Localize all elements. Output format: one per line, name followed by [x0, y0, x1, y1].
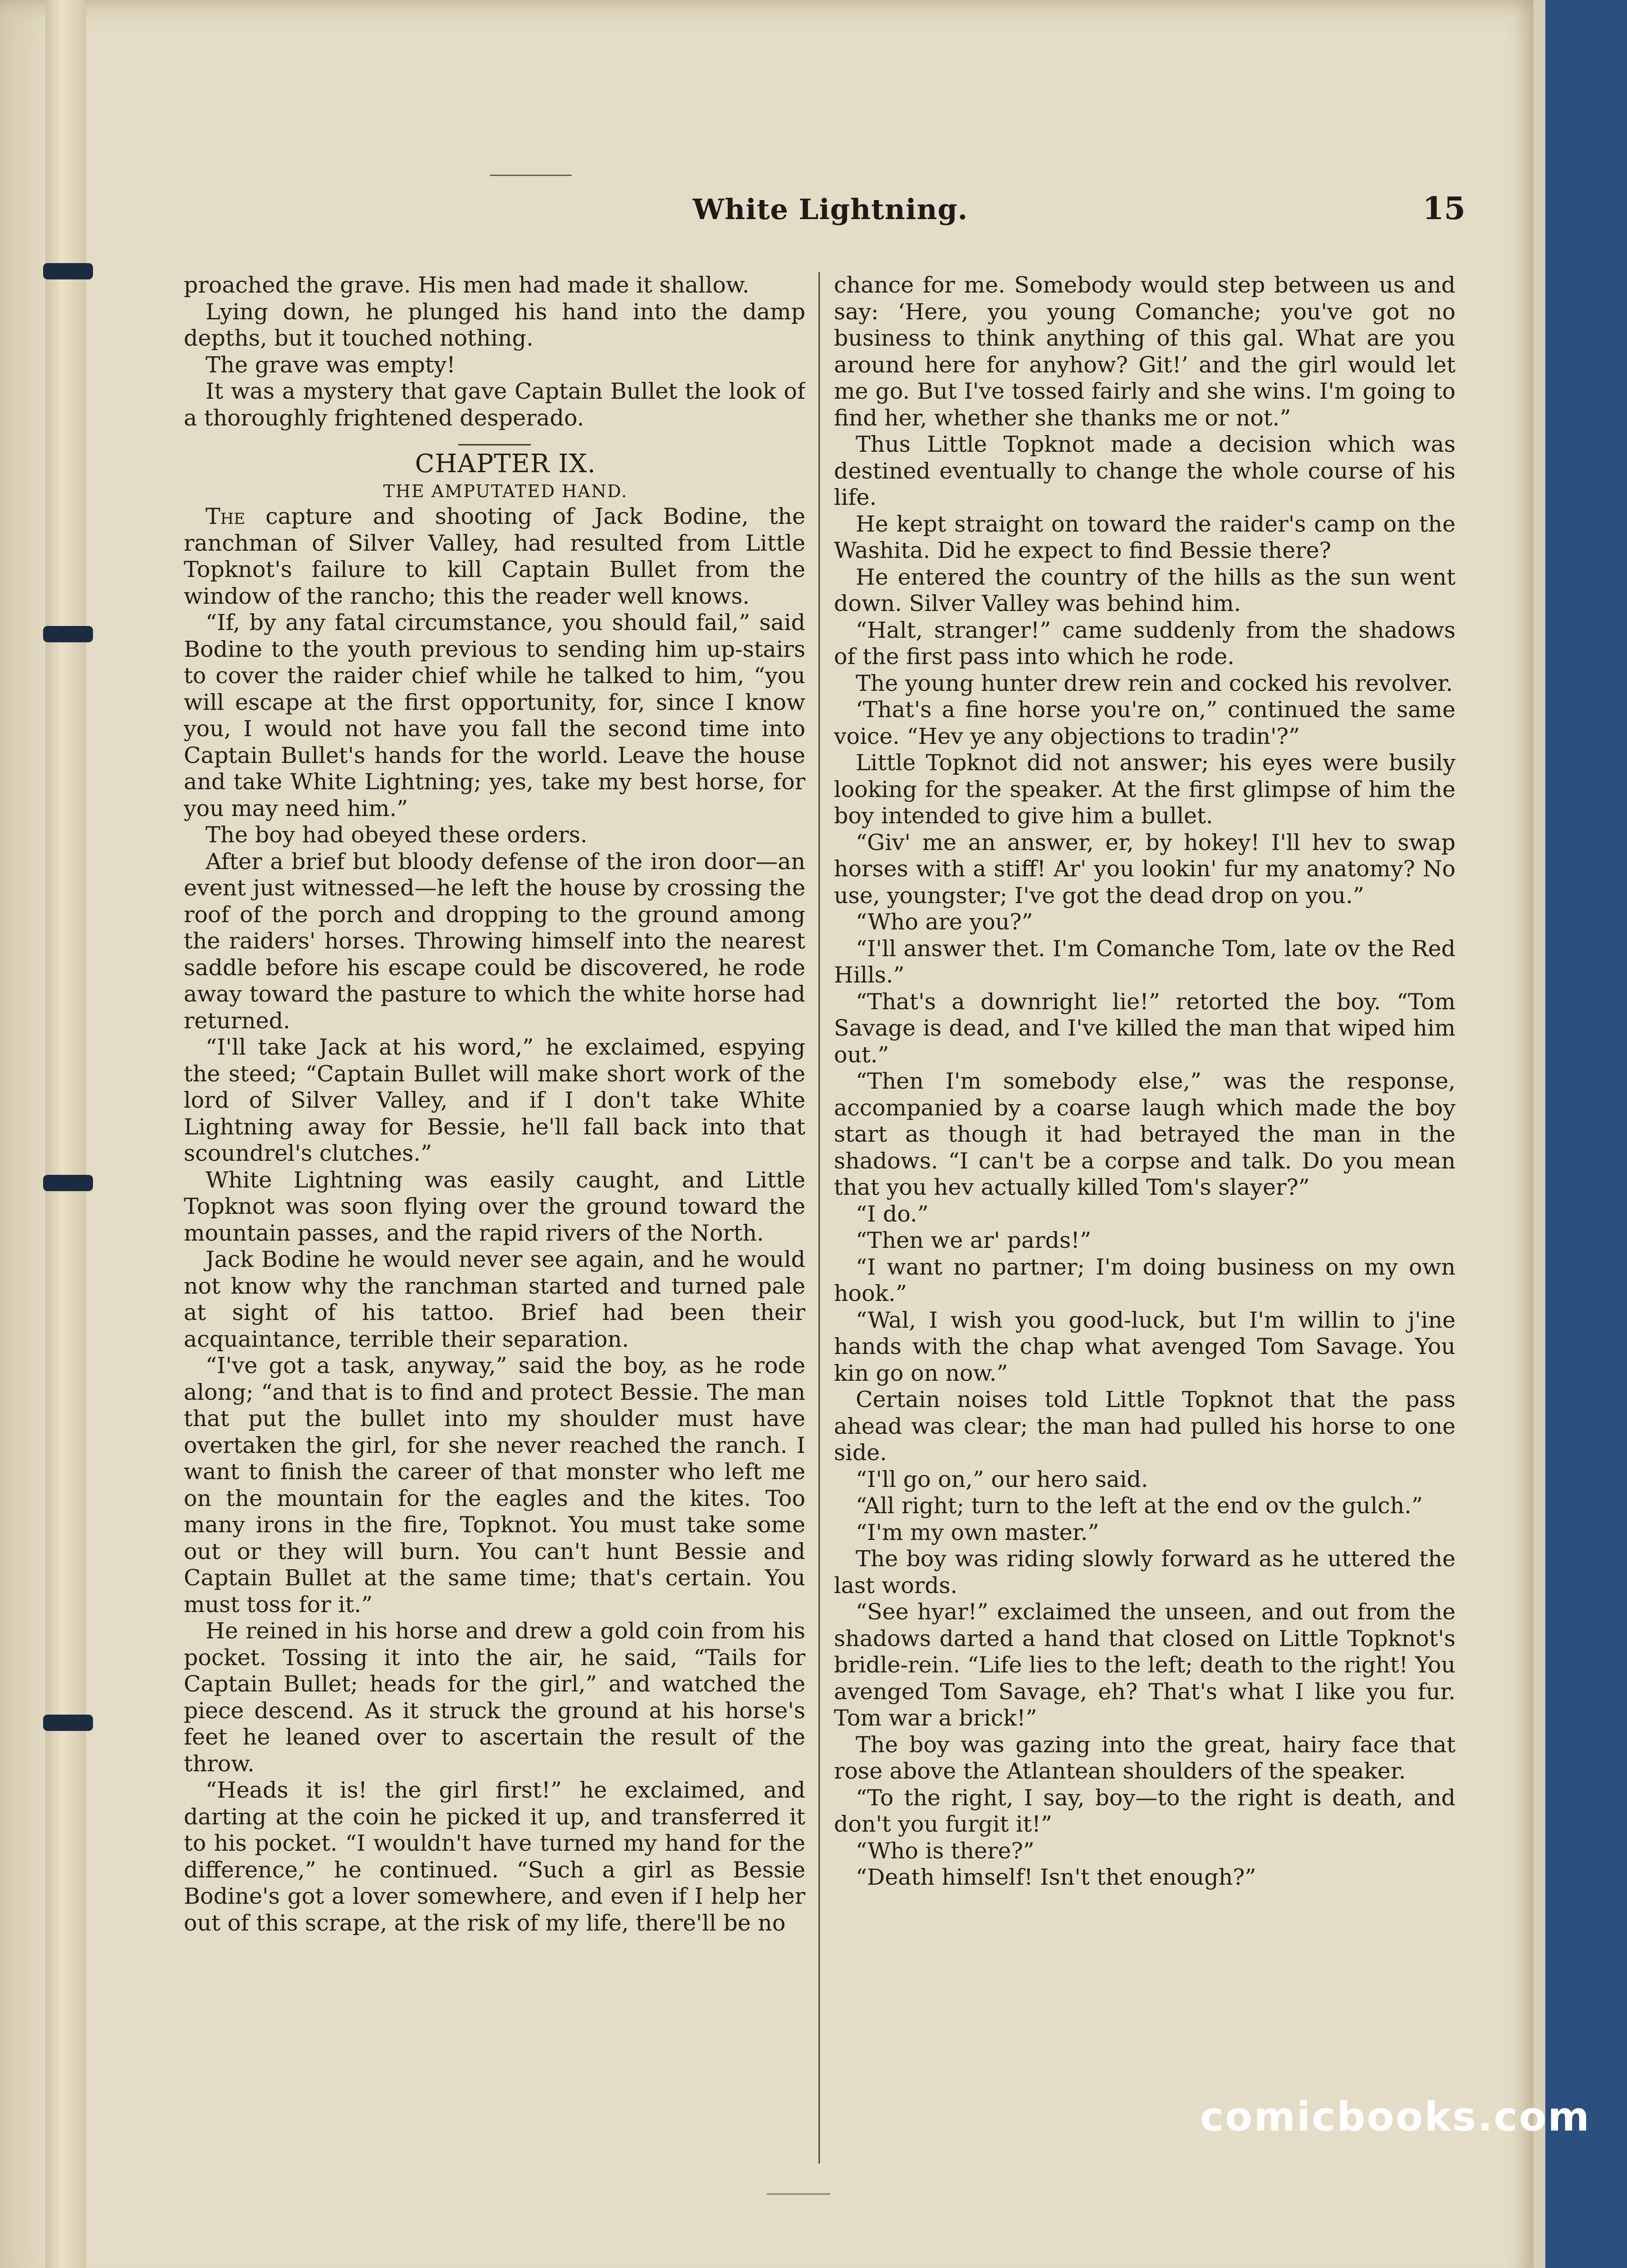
staple-hole [43, 1175, 93, 1191]
paragraph: “Wal, I wish you good-luck, but I'm willin to j'ine hands with the chap what avenged Tom Savage. You kin go on now.” [834, 1307, 1455, 1386]
paragraph: The grave was empty! [206, 352, 456, 378]
paragraph: “I do.” [856, 1201, 929, 1227]
paragraph: The boy had obeyed these orders. [206, 822, 588, 848]
paragraph: “To the right, I say, boy—to the right is death, and don't you furgit it!” [834, 1784, 1455, 1837]
paragraph: “I've got a task, anyway,” said the boy, as he rode along; “and that is to find and protect Bessie. The man that put the bullet into my shoulder must have overtaken the girl, for she never reached the ranch. I want to finish the career of that monster who left me on the mountain for the eagles and the kites. Too many irons in the fire, Topknot. You must take some out or they will burn. You can't hunt Bessie and Captain Bullet at the same time; that's certain. You must toss for it.” [184, 1353, 805, 1618]
running-title: White Lightning. [692, 193, 968, 226]
paragraph: “I'll answer thet. I'm Comanche Tom, late ov the Red Hills.” [834, 935, 1455, 988]
paragraph: “I want no partner; I'm doing business on my own hook.” [834, 1254, 1455, 1306]
paragraph: The young hunter drew rein and cocked his revolver. [856, 670, 1453, 696]
paragraph: proached the grave. His men had made it shallow. [184, 272, 750, 298]
paragraph: He reined in his horse and drew a gold coin from his pocket. Tossing it into the air, he said, “Tails for Captain Bullet; heads for the girl,” and watched the piece descend. As it struck the ground at his horse's feet he leaned over to ascertain the result of the throw. [184, 1618, 805, 1777]
watermark-text: comicbooks.com [1200, 2093, 1591, 2140]
paragraph: “I'll take Jack at his word,” he exclaimed, espying the steed; “Captain Bullet will make short work of the lord of Silver Valley, and if I don't take White Lightning away for Bessie, he'll fall back into that scoundrel's clutches.” [184, 1034, 805, 1166]
right-column [834, 272, 1455, 2155]
paragraph: “All right; turn to the left at the end ov the gulch.” [856, 1493, 1423, 1519]
paragraph: “I'll go on,” our hero said. [856, 1466, 1148, 1492]
page-spine-gutter [45, 0, 86, 2268]
paragraph: It was a mystery that gave Captain Bullet the look of a thoroughly frightened desperado. [184, 378, 805, 431]
paragraph: “Death himself! Isn't thet enough?” [856, 1864, 1256, 1890]
paragraph: “Then I'm somebody else,” was the response, accompanied by a coarse laugh which made the boy start as though it had betrayed the man in the shadows. “I can't be a corpse and talk. Do you mean that you hev actually killed Tom's slayer?” [834, 1068, 1455, 1200]
left-column [184, 272, 805, 2155]
page-edge [1534, 0, 1545, 2268]
opening-text: capture and shooting of Jack Bodine, the ranchman of Silver Valley, had resulted from Little Topknot's failure to kill Captain Bullet from the window of the rancho; this the reader well knows. [184, 503, 805, 609]
paragraph: “Who is there?” [856, 1838, 1034, 1864]
chapter-divider-rule [458, 444, 531, 445]
staple-hole [43, 1715, 93, 1731]
paragraph: “That's a downright lie!” retorted the boy. “Tom Savage is dead, and I've killed the man that wiped him out.” [834, 988, 1455, 1068]
paragraph: Lying down, he plunged his hand into the damp depths, but it touched nothing. [184, 298, 805, 351]
paragraph-opening [184, 503, 805, 610]
paragraph: “If, by any fatal circumstance, you should fail,” said Bodine to the youth previous to sending him up-stairs to cover the raider chief while he talked to him, “you will escape at the first opportunity, for, since I know you, I would not have you fall the second time into Captain Bullet's hands for the world. Leave the house and take White Lightning; yes, take my best horse, for you may need him.” [184, 610, 805, 821]
opening-word: The [206, 503, 245, 529]
staple-hole [43, 263, 93, 279]
staple-hole [43, 626, 93, 642]
paragraph: “Then we ar' pards!” [856, 1227, 1091, 1253]
paragraph: “I'm my own master.” [856, 1519, 1099, 1545]
paragraph: “Giv' me an answer, er, by hokey! I'll hev to swap horses with a stiff! Ar' you lookin' fur my anatomy? No use, youngster; I've got the dead drop on you.” [834, 829, 1455, 909]
paragraph: “Who are you?” [856, 909, 1033, 935]
page-number: 15 [1422, 191, 1465, 227]
paragraph: Little Topknot did not answer; his eyes were busily looking for the speaker. At the first glimpse of him the boy intended to give him a bullet. [834, 750, 1455, 829]
paragraph: Thus Little Topknot made a decision which was destined eventually to change the whole course of his life. [834, 431, 1455, 510]
paragraph: He kept straight on toward the raider's camp on the Washita. Did he expect to find Bessie there? [834, 511, 1455, 563]
paragraph: The boy was gazing into the great, hairy face that rose above the Atlantean shoulders of the speaker. [834, 1731, 1455, 1784]
paragraph: “Heads it is! the girl first!” he exclaimed, and darting at the coin he picked it up, and transferred it to his pocket. “I wouldn't have turned my hand for the difference,” he continued. “Such a girl as Bessie Bodine's got a lover somewhere, and even if I help her out of this scrape, at the risk of my life, there'll be no [184, 1777, 805, 1936]
footer-ornament-rule [767, 2193, 830, 2195]
paragraph: White Lightning was easily caught, and Little Topknot was soon flying over the ground toward the mountain passes, and the rapid rivers of the North. [184, 1167, 805, 1246]
paragraph: Certain noises told Little Topknot that the pass ahead was clear; the man had pulled his horse to one side. [834, 1387, 1455, 1466]
chapter-subtitle: THE AMPUTATED HAND. [383, 481, 628, 501]
paragraph: After a brief but bloody defense of the iron door—an event just witnessed—he left the house by crossing the roof of the porch and dropping to the ground among the raiders' horses. Throwing himself into the nearest saddle before his escape could be discovered, he rode away toward the pasture to which the white horse had returned. [184, 848, 805, 1034]
chapter-title: CHAPTER IX. [415, 449, 596, 479]
paragraph: chance for me. Somebody would step between us and say: ‘Here, you young Comanche; you've got no business to think anything of this gal. What are you around here for anyhow? Git!’ and the girl would let me go. But I've tossed fairly and she wins. I'm going to find her, whether she thanks me or not.” [834, 272, 1455, 431]
paragraph: Jack Bodine he would never see again, and he would not know why the ranchman started and turned pale at sight of his tattoo. Brief had been their acquaintance, terrible their separation. [184, 1246, 805, 1352]
paragraph: “Halt, stranger!” came suddenly from the shadows of the first pass into which he rode. [834, 617, 1455, 670]
header-ornament-rule [490, 175, 572, 176]
paragraph: “See hyar!” exclaimed the unseen, and out from the shadows darted a hand that closed on Little Topknot's bridle-rein. “Life lies to the left; death to the right! You avenged Tom Savage, eh? That's what I like you fur. Tom war a brick!” [834, 1599, 1455, 1731]
column-divider [818, 272, 820, 2164]
paragraph: The boy was riding slowly forward as he uttered the last words. [834, 1546, 1455, 1598]
paragraph: ‘That's a fine horse you're on,” continued the same voice. “Hev ye any objections to tradin'?” [834, 697, 1455, 749]
paragraph: He entered the country of the hills as the sun went down. Silver Valley was behind him. [834, 564, 1455, 616]
